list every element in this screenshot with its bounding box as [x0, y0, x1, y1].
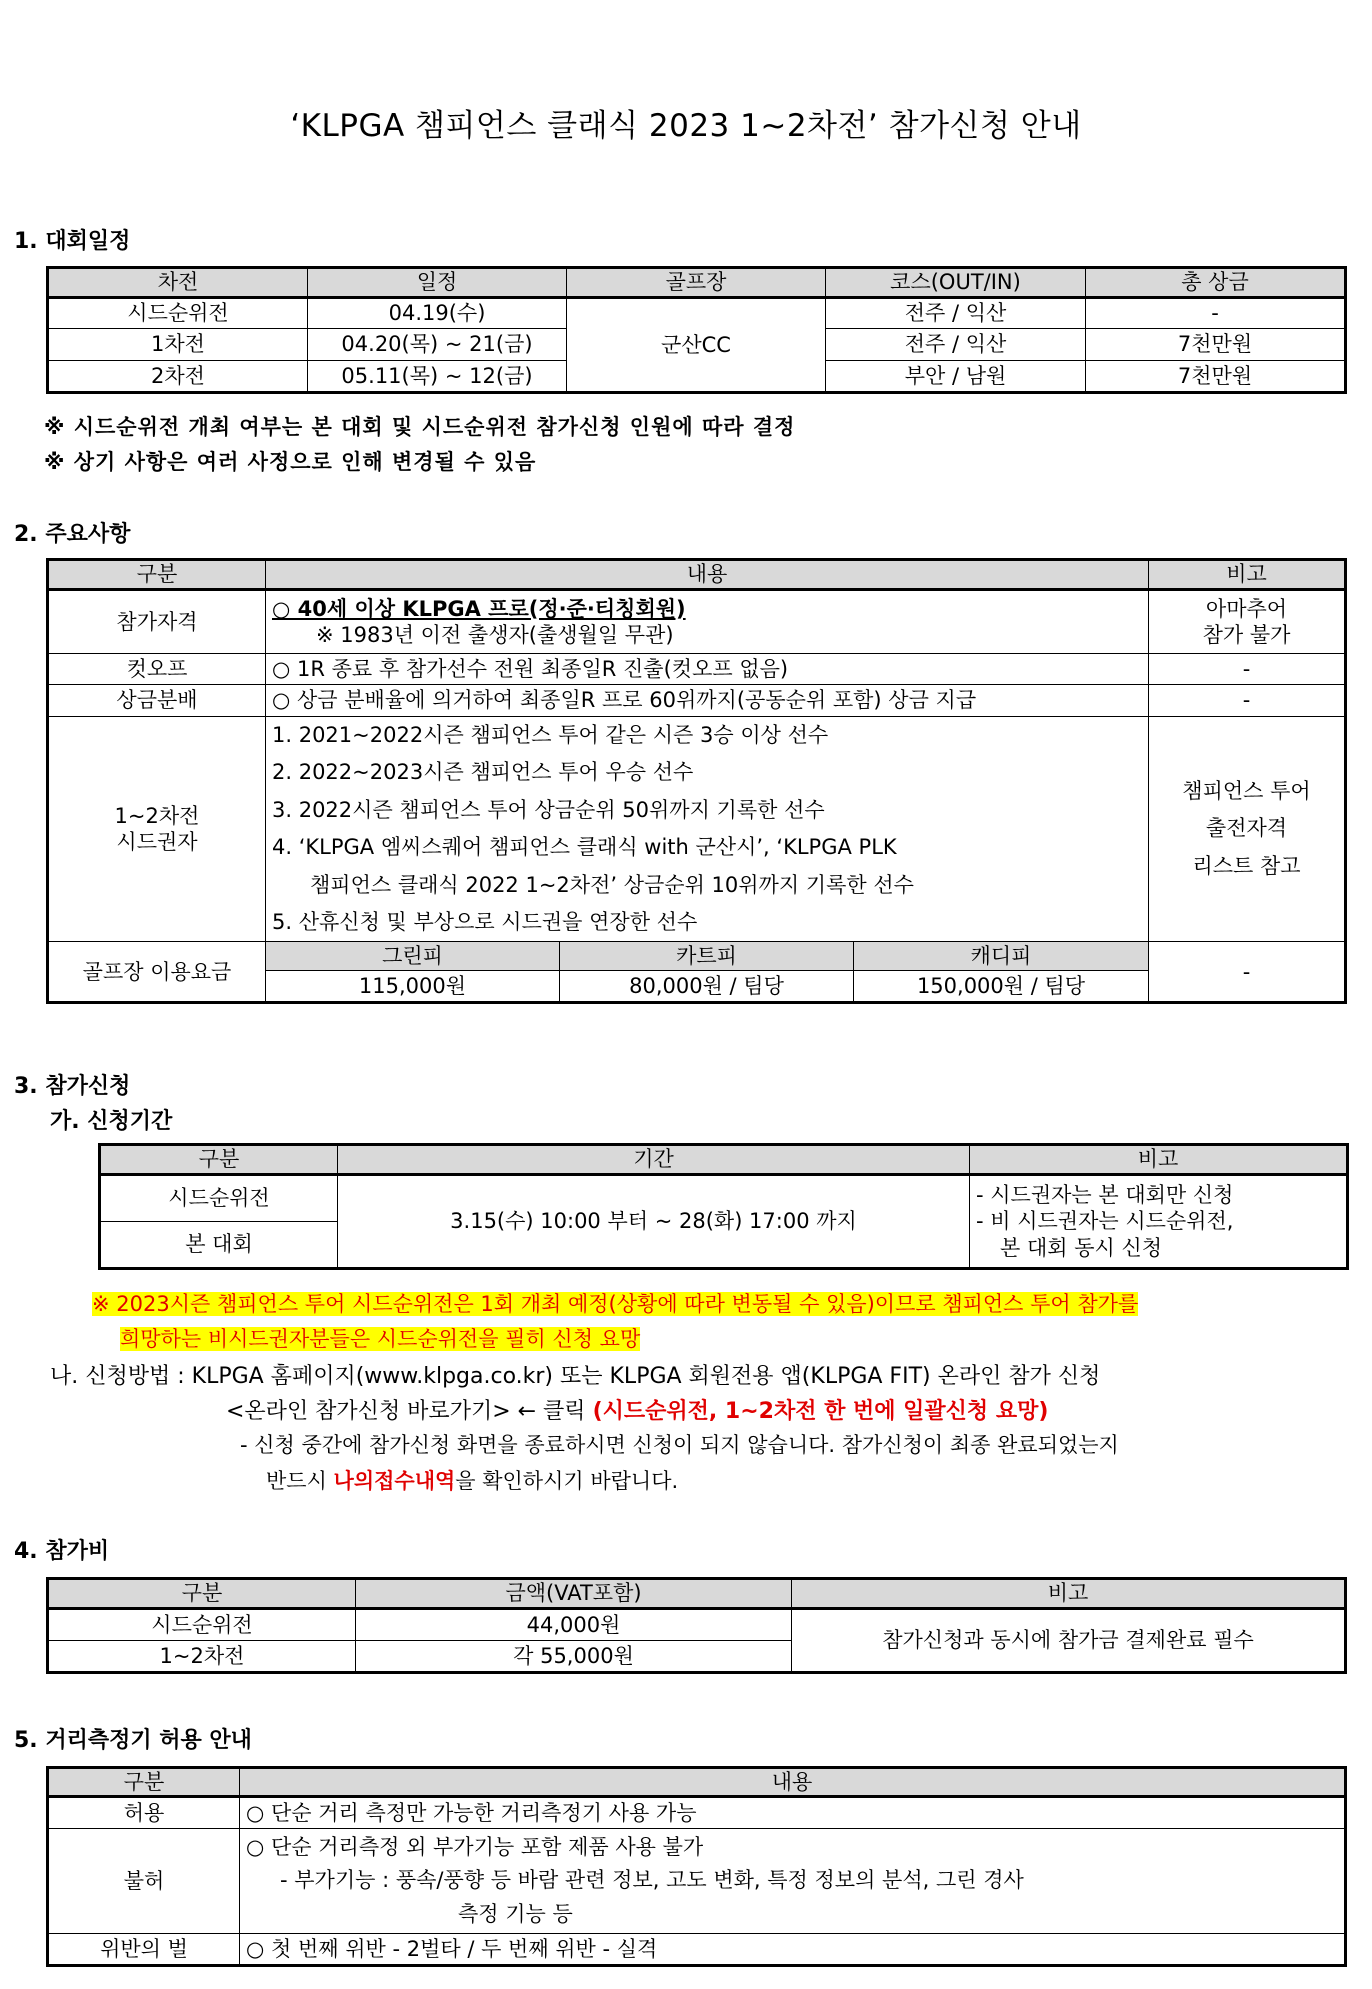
row-label: 참가자격	[48, 590, 266, 654]
warning-text: 희망하는 비시드권자분들은 시드순위전을 필히 신청 요망	[120, 1327, 641, 1351]
period-cell: 3.15(수) 10:00 부터 ~ 28(화) 17:00 까지	[338, 1175, 970, 1269]
label-line: 1~2차전	[114, 803, 200, 828]
subheading-period: 가. 신청기간	[50, 1109, 173, 1134]
list-item: 챔피언스 클래식 2022 1~2차전’ 상금순위 10위까지 기록한 선수	[310, 872, 914, 897]
row-label: 상금분배	[48, 685, 266, 717]
list-item: 4. ‘KLPGA 엠씨스퀘어 챔피언스 클래식 with 군산시’, ‘KLPGA PLK	[272, 835, 897, 860]
online-apply-link[interactable]: <온라인 참가신청 바로가기> ← 클릭	[226, 1399, 586, 1424]
qualification-content	[266, 590, 1149, 654]
table-row	[48, 1829, 1346, 1934]
col-header: 구분	[100, 1145, 338, 1175]
cutoff-content: ○ 1R 종료 후 참가선수 전원 최종일R 진출(컷오프 없음)	[266, 654, 1149, 685]
table-cell: 44,000원	[356, 1609, 792, 1641]
section-heading-rangefinder: 5. 거리측정기 허용 안내	[14, 1728, 252, 1753]
col-header: 골프장	[567, 268, 826, 298]
my-application-history: 나의접수내역	[333, 1469, 456, 1493]
fee-value: 150,000원 / 팀당	[854, 971, 1149, 1003]
table-cell: 시드순위전	[48, 298, 308, 329]
detail-text: 을 확인하시기 바랍니다.	[455, 1469, 679, 1493]
warning-line	[92, 1288, 1138, 1318]
table-row-cutoff	[48, 654, 1346, 685]
col-header: 금액(VAT포함)	[356, 1579, 792, 1609]
col-header: 총 상금	[1086, 268, 1346, 298]
table-cell: 시드순위전	[48, 1609, 356, 1641]
note-line: 출전자격	[1205, 816, 1288, 841]
section-heading-schedule: 1. 대회일정	[14, 229, 131, 254]
note-cell	[1149, 590, 1346, 654]
content-line: ○ 단순 거리측정 외 부가기능 포함 제품 사용 불가	[246, 1834, 704, 1859]
fee-header: 캐디피	[854, 942, 1149, 971]
section-heading-fee: 4. 참가비	[14, 1539, 110, 1564]
online-link-line	[226, 1394, 1048, 1425]
table-cell: 전주 / 익산	[826, 329, 1086, 361]
note-cell: -	[1149, 942, 1346, 1003]
allow-content: ○ 단순 거리 측정만 가능한 거리측정기 사용 가능	[240, 1797, 1346, 1829]
col-header: 코스(OUT/IN)	[826, 268, 1086, 298]
col-header: 구분	[48, 1579, 356, 1609]
row-label	[48, 717, 266, 942]
col-header: 구분	[48, 560, 266, 590]
table-cell: 05.11(목) ~ 12(금)	[308, 361, 567, 393]
table-row-seed	[48, 717, 1346, 942]
prize-content: ○ 상금 분배율에 의거하여 최종일R 프로 60위까지(공동순위 포함) 상금 지급	[266, 685, 1149, 717]
col-header: 비고	[792, 1579, 1346, 1609]
col-header: 기간	[338, 1145, 970, 1175]
detail-text: 반드시	[266, 1469, 327, 1493]
row-label: 골프장 이용요금	[48, 942, 266, 1003]
table-cell: -	[1086, 298, 1346, 329]
note-cell	[1149, 717, 1346, 942]
col-header: 내용	[266, 560, 1149, 590]
note-cell: -	[1149, 685, 1346, 717]
application-period-table	[98, 1143, 1349, 1270]
note-line: 참가 불가	[1202, 623, 1291, 647]
entry-fee-table	[46, 1577, 1347, 1674]
note-line: 본 대회 동시 신청	[1000, 1235, 1163, 1260]
list-item: 5. 산휴신청 및 부상으로 시드권을 연장한 선수	[272, 909, 698, 934]
row-label: 허용	[48, 1797, 240, 1829]
content-line: - 부가기능 : 풍속/풍향 등 바람 관련 정보, 고도 변화, 특정 정보의 분석, 그린 경사	[280, 1868, 1024, 1893]
col-header: 일정	[308, 268, 567, 298]
table-cell: 전주 / 익산	[826, 298, 1086, 329]
warning-line	[120, 1323, 640, 1353]
row-label: 위반의 벌	[48, 1934, 240, 1966]
fee-value: 80,000원 / 팀당	[560, 971, 854, 1003]
table-cell: 2차전	[48, 361, 308, 393]
qualification-sub: ※ 1983년 이전 출생자(출생월일 무관)	[316, 623, 674, 647]
fee-header: 카트피	[560, 942, 854, 971]
schedule-note: ※ 시드순위전 개최 여부는 본 대회 및 시드순위전 참가신청 인원에 따라 결정	[44, 415, 796, 439]
section-heading-main: 2. 주요사항	[14, 522, 131, 547]
list-item: 2. 2022~2023시즌 챔피언스 투어 우승 선수	[272, 760, 694, 785]
row-label: 컷오프	[48, 654, 266, 685]
table-cell: 1차전	[48, 329, 308, 361]
table-row-fee-header	[48, 942, 1346, 971]
col-header: 차전	[48, 268, 308, 298]
col-header: 내용	[240, 1768, 1346, 1797]
seed-content	[266, 717, 1149, 942]
schedule-note: ※ 상기 사항은 여러 사정으로 인해 변경될 수 있음	[44, 450, 537, 474]
content-line: 측정 기능 등	[458, 1902, 573, 1927]
note-line: 챔피언스 투어	[1182, 779, 1311, 804]
table-cell: 7천만원	[1086, 361, 1346, 393]
table-row-qualification	[48, 590, 1346, 654]
detail-line: - 신청 중간에 참가신청 화면을 종료하시면 신청이 되지 않습니다. 참가신청이 최종 완료되었는지	[240, 1433, 1119, 1457]
col-header: 비고	[970, 1145, 1348, 1175]
row-label: 시드순위전	[100, 1175, 338, 1222]
col-header: 비고	[1149, 560, 1346, 590]
qualification-main: ○ 40세 이상 KLPGA 프로(정·준·티칭회원)	[272, 596, 686, 621]
col-header: 구분	[48, 1768, 240, 1797]
table-cell: 1~2차전	[48, 1641, 356, 1673]
table-row	[48, 1797, 1346, 1829]
table-cell: 7천만원	[1086, 329, 1346, 361]
note-line: 리스트 참고	[1192, 853, 1301, 878]
note-cell	[970, 1175, 1348, 1269]
rangefinder-table	[46, 1766, 1347, 1967]
table-cell: 04.19(수)	[308, 298, 567, 329]
fee-header: 그린피	[266, 942, 560, 971]
detail-line	[266, 1465, 678, 1495]
warning-text: ※ 2023시즌 챔피언스 투어 시드순위전은 1회 개최 예정(상황에 따라 변동될 수 있음)이므로 챔피언스 투어 참가를	[92, 1292, 1139, 1316]
table-cell: 각 55,000원	[356, 1641, 792, 1673]
fee-value: 115,000원	[266, 971, 560, 1003]
list-item: 3. 2022시즌 챔피언스 투어 상금순위 50위까지 기록한 선수	[272, 797, 825, 822]
note-cell: 참가신청과 동시에 참가금 결제완료 필수	[792, 1609, 1346, 1673]
method-line: 나. 신청방법 : KLPGA 홈페이지(www.klpga.co.kr) 또는 KLPGA 회원전용 앱(KLPGA FIT) 온라인 참가 신청	[50, 1364, 1101, 1389]
note-line: 아마추어	[1205, 596, 1288, 621]
table-row	[48, 298, 1346, 329]
table-row-prize	[48, 685, 1346, 717]
deny-content	[240, 1829, 1346, 1934]
note-line: - 시드권자는 본 대회만 신청	[976, 1183, 1234, 1208]
penalty-content: ○ 첫 번째 위반 - 2벌타 / 두 번째 위반 - 실격	[240, 1934, 1346, 1966]
page-title: ‘KLPGA 챔피언스 클래식 2023 1~2차전’ 참가신청 안내	[290, 108, 1082, 144]
venue-cell: 군산CC	[567, 298, 826, 393]
label-line: 시드권자	[116, 830, 198, 855]
row-label: 본 대회	[100, 1222, 338, 1269]
table-cell: 부안 / 남원	[826, 361, 1086, 393]
row-label: 불허	[48, 1829, 240, 1934]
link-note: (시드순위전, 1~2차전 한 번에 일괄신청 요망)	[592, 1399, 1049, 1424]
table-row	[48, 1609, 1346, 1641]
main-items-table	[46, 558, 1347, 1004]
section-heading-application: 3. 참가신청	[14, 1074, 131, 1099]
table-cell: 04.20(목) ~ 21(금)	[308, 329, 567, 361]
schedule-table	[46, 266, 1347, 394]
note-cell: -	[1149, 654, 1346, 685]
table-row	[48, 1934, 1346, 1966]
list-item: 1. 2021~2022시즌 챔피언스 투어 같은 시즌 3승 이상 선수	[272, 723, 829, 747]
table-row	[100, 1175, 1348, 1222]
note-line: - 비 시드권자는 시드순위전,	[976, 1209, 1234, 1234]
